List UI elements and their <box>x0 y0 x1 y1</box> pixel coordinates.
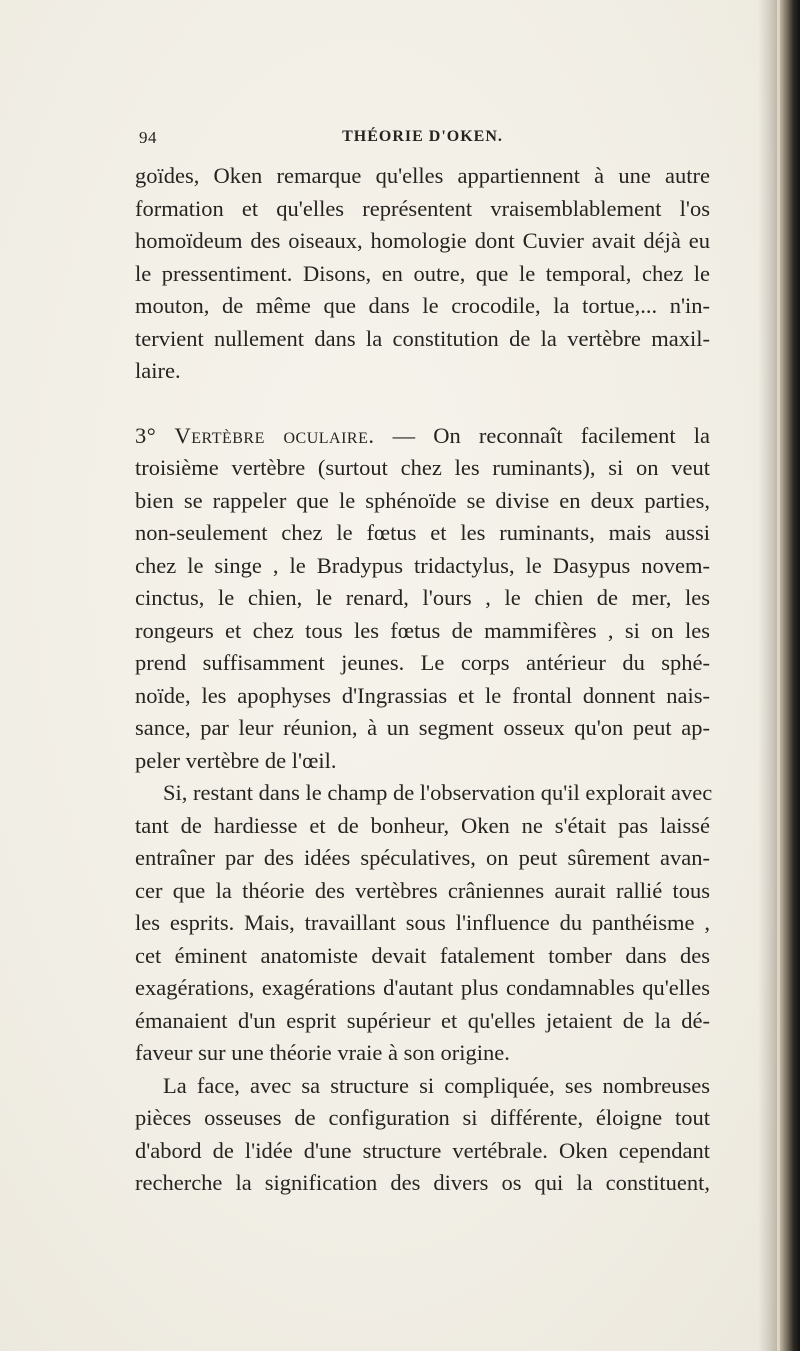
text-line: La face, avec sa structure si compliquée, ses nombreuses <box>163 1072 710 1098</box>
text-line: bien se rappeler que le sphénoïde se divise en deux parties, <box>135 487 710 513</box>
text-line: sance, par leur réunion, à un segment osseux qu'on peut ap- <box>135 715 710 740</box>
paragraph-gap <box>135 388 710 420</box>
text-line: émanaient d'un esprit supérieur et qu'elles jetaient de la dé- <box>135 1007 710 1033</box>
section-heading: 3° Vertèbre oculaire. <box>135 422 375 448</box>
page-header <box>135 128 710 152</box>
text-line: non-seulement chez le fœtus et les ruminants, mais aussi <box>135 520 710 545</box>
text-line: goïdes, Oken remarque qu'elles appartiennent à une autre <box>135 163 710 188</box>
text-line: le pressentiment. Disons, en outre, que le temporal, chez le <box>135 260 710 286</box>
text-line: noïde, les apophyses d'Ingrassias et le frontal donnent nais- <box>135 682 710 708</box>
text-line: homoïdeum des oiseaux, homologie dont Cuvier avait déjà eu <box>135 228 710 253</box>
text-line: entraîner par des idées spéculatives, on peut sûrement avan- <box>135 845 710 870</box>
section-heading-rest: — On reconnaît facilement la <box>374 422 710 448</box>
text-line: les esprits. Mais, travaillant sous l'influence du panthéisme , <box>135 910 710 935</box>
text-line: mouton, de même que dans le crocodile, la tortue,... n'in- <box>135 293 710 318</box>
text-line: cinctus, le chien, le renard, l'ours , le chien de mer, les <box>135 585 710 610</box>
text-line: troisième vertèbre (surtout chez les ruminants), si on veut <box>135 455 710 480</box>
text-line: tervient nullement dans la constitution de la vertèbre maxil- <box>135 325 710 351</box>
text-line: d'abord de l'idée d'une structure vertébrale. Oken cependant <box>135 1137 710 1163</box>
text-line: tant de hardiesse et de bonheur, Oken ne s'était pas laissé <box>135 812 710 838</box>
page-edge-line <box>777 0 780 1351</box>
text-line: recherche la signification des divers os qui la constituent, <box>135 1170 710 1195</box>
running-title: THÉORIE D'OKEN. <box>342 128 503 145</box>
text-line: faveur sur une théorie vraie à son origine. <box>135 1040 510 1065</box>
text-line: chez le singe , le Bradypus tridactylus, le Dasypus novem- <box>135 552 710 578</box>
text-line: cer que la théorie des vertèbres crâniennes aurait rallié tous <box>135 877 710 903</box>
text-line: cet éminent anatomiste devait fatalement tomber dans des <box>135 942 710 968</box>
text-line: Si, restant dans le champ de l'observation qu'il explorait avec <box>163 780 713 805</box>
section-heading-line <box>135 420 710 453</box>
text-line: exagérations, exagérations d'autant plus condamnables qu'elles <box>135 975 710 1000</box>
text-line: laire. <box>135 358 181 383</box>
text-line: prend suffisamment jeunes. Le corps antérieur du sphé- <box>135 650 710 675</box>
text-line: peler vertèbre de l'œil. <box>135 747 337 773</box>
page-number: 94 <box>139 128 157 147</box>
text-line: formation et qu'elles représentent vraisemblablement l'os <box>135 195 710 221</box>
text-line: pièces osseuses de configuration si différente, éloigne tout <box>135 1105 710 1130</box>
body-text <box>135 160 713 1200</box>
text-line: rongeurs et chez tous les fœtus de mammifères , si on les <box>135 617 710 643</box>
